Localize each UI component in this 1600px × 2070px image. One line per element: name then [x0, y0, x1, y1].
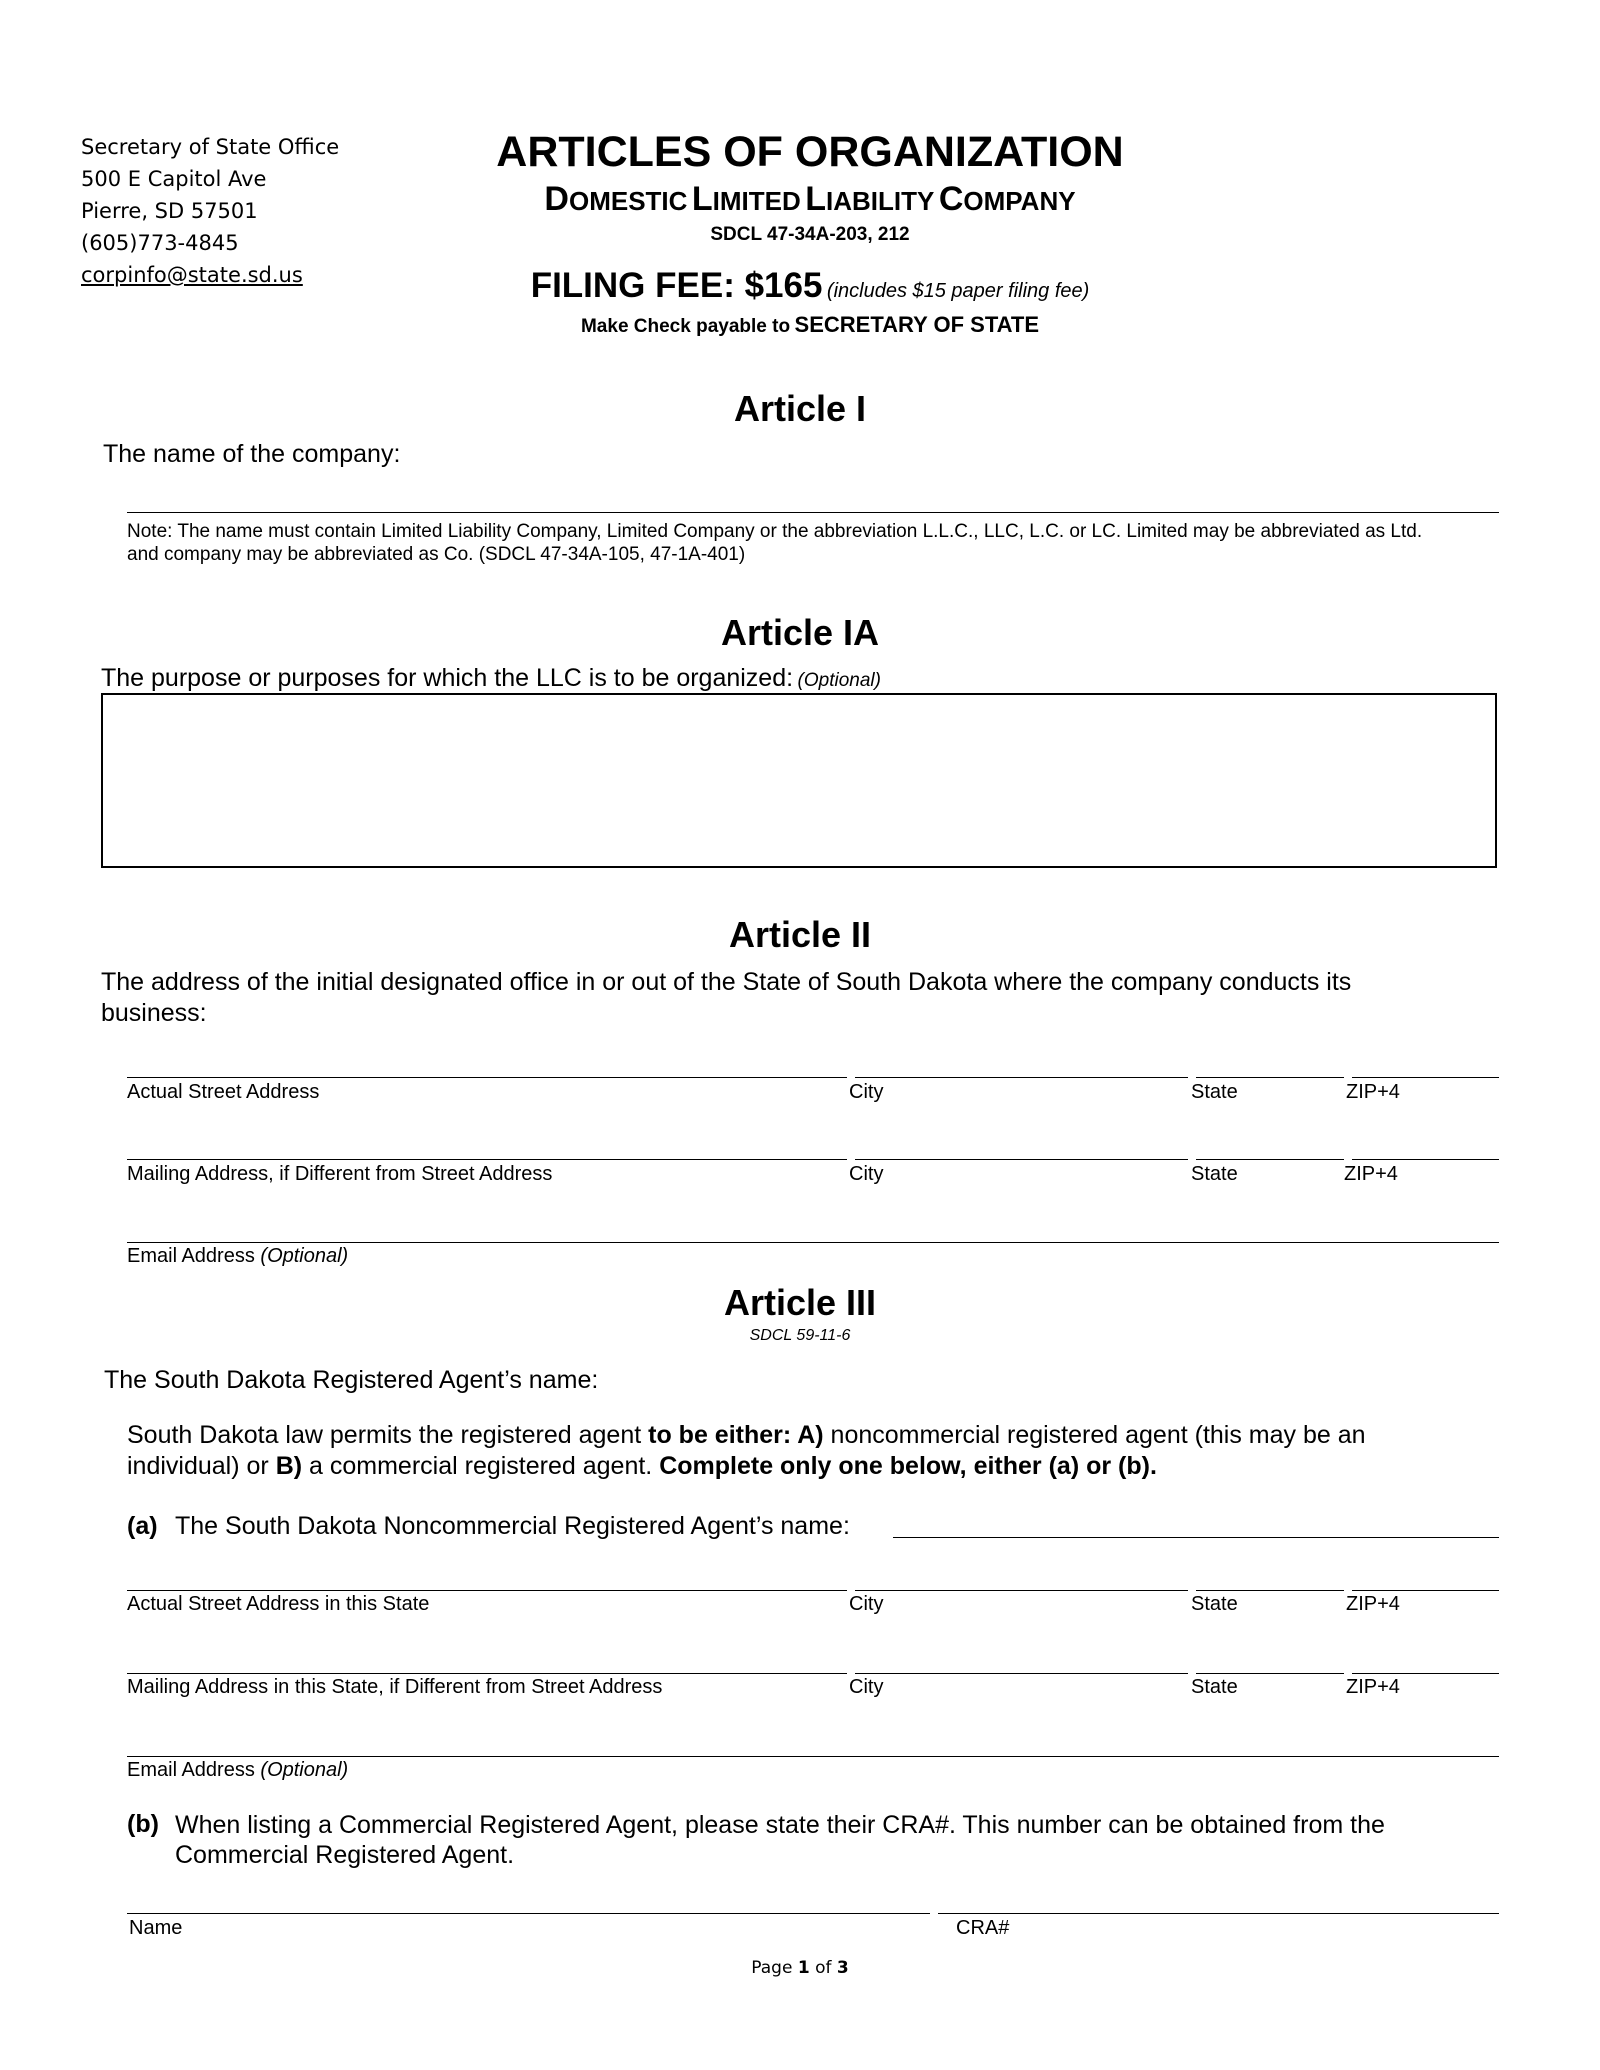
filing-fee-note: (includes $15 paper filing fee)	[826, 280, 1090, 302]
cra-number-field[interactable]	[938, 1913, 1499, 1914]
filing-fee	[440, 266, 1180, 306]
mailing-state-field[interactable]	[1196, 1159, 1344, 1160]
article-1a-heading: Article IA	[720, 612, 880, 653]
mailing-address-field[interactable]	[127, 1159, 847, 1160]
agent-state-field[interactable]	[1196, 1590, 1344, 1591]
agent-zip-field[interactable]	[1352, 1590, 1499, 1591]
office-contact	[81, 131, 339, 291]
office-email-link[interactable]: corpinfo@state.sd.us	[81, 263, 303, 287]
option-a-marker: (a)	[127, 1512, 158, 1540]
agent-mailing-zip-label: ZIP+4	[1346, 1676, 1400, 1698]
article-2-heading: Article II	[728, 914, 872, 955]
mailing-address-label: Mailing Address, if Different from Street Address	[127, 1163, 553, 1185]
article-3-heading: Article III	[723, 1282, 877, 1323]
agent-street-address-label: Actual Street Address in this State	[127, 1593, 430, 1615]
zip-field[interactable]	[1352, 1077, 1499, 1078]
noncommercial-agent-name-field[interactable]	[893, 1537, 1499, 1538]
city-field[interactable]	[855, 1077, 1188, 1078]
filing-fee-label: FILING FEE: $165	[530, 266, 823, 305]
form-statute: SDCL 47-34A-203, 212	[710, 224, 910, 245]
agent-mailing-city-field[interactable]	[855, 1673, 1188, 1674]
agent-mailing-state-label: State	[1191, 1676, 1238, 1698]
office-city: Pierre, SD 57501	[81, 199, 258, 223]
email-label: Email Address (Optional)	[127, 1245, 349, 1267]
agent-mailing-zip-field[interactable]	[1352, 1673, 1499, 1674]
mailing-city-label: City	[849, 1163, 884, 1185]
email-field[interactable]	[127, 1242, 1499, 1243]
mailing-zip-label: ZIP+4	[1344, 1163, 1398, 1185]
office-street: 500 E Capitol Ave	[81, 167, 267, 191]
article-3-statute: SDCL 59-11-6	[749, 1327, 851, 1344]
purpose-prompt: The purpose or purposes for which the LLC is to be organized: (Optional)	[101, 664, 881, 692]
company-name-note: Note: The name must contain Limited Liability Company, Limited Company or the abbreviation L.L.C., LLC, L.C. or LC. Limited may be abbreviated as Ltd. and company may be abbreviated as Co. (SDCL 47-34A-105, 47-1A-401)	[127, 521, 1423, 565]
office-phone: (605)773-4845	[81, 231, 239, 255]
mailing-city-field[interactable]	[855, 1159, 1188, 1160]
state-field[interactable]	[1196, 1077, 1344, 1078]
cra-number-label: CRA#	[956, 1917, 1010, 1939]
agent-city-field[interactable]	[855, 1590, 1188, 1591]
commercial-agent-name-field[interactable]	[127, 1913, 930, 1914]
check-payable: Make Check payable to SECRETARY OF STATE	[580, 312, 1039, 337]
purpose-textbox[interactable]	[101, 693, 1497, 868]
commercial-agent-name-label: Name	[129, 1917, 183, 1939]
agent-zip-label: ZIP+4	[1346, 1593, 1400, 1615]
article-1-heading: Article I	[733, 388, 867, 429]
agent-street-address-field[interactable]	[127, 1590, 847, 1591]
agent-email-field[interactable]	[127, 1756, 1499, 1757]
agent-state-label: State	[1191, 1593, 1238, 1615]
agent-city-label: City	[849, 1593, 884, 1615]
company-name-prompt: The name of the company:	[103, 440, 401, 468]
agent-mailing-address-field[interactable]	[127, 1673, 847, 1674]
option-a-text: The South Dakota Noncommercial Registered Agent’s name:	[175, 1512, 850, 1540]
city-label: City	[849, 1081, 884, 1103]
office-address-prompt: The address of the initial designated office in or out of the State of South Dakota where the company conducts its business:	[101, 968, 1352, 1027]
state-label: State	[1191, 1081, 1238, 1103]
registered-agent-law: South Dakota law permits the registered agent to be either: A) noncommercial registered agent (this may be an individual) or B) a commercial registered agent. Complete only one below, either (a) or (b).	[127, 1421, 1366, 1480]
street-address-field[interactable]	[127, 1077, 847, 1078]
page-number: Page 1 of 3	[751, 1958, 849, 1978]
option-b-text: When listing a Commercial Registered Agent, please state their CRA#. This number can be obtained from the Commercial Registered Agent.	[175, 1811, 1385, 1869]
company-name-field[interactable]	[127, 512, 1499, 513]
office-name: Secretary of State Office	[81, 135, 340, 159]
form-title: ARTICLES OF ORGANIZATION	[496, 128, 1124, 176]
form-subtitle: DOMESTIC LIMITED LIABILITY COMPANY	[544, 180, 1076, 218]
agent-mailing-state-field[interactable]	[1196, 1673, 1344, 1674]
zip-label: ZIP+4	[1346, 1081, 1400, 1103]
agent-mailing-address-label: Mailing Address in this State, if Different from Street Address	[127, 1676, 663, 1698]
mailing-state-label: State	[1191, 1163, 1238, 1185]
agent-mailing-city-label: City	[849, 1676, 884, 1698]
option-b-marker: (b)	[127, 1810, 159, 1838]
registered-agent-prompt: The South Dakota Registered Agent’s name:	[104, 1366, 599, 1394]
mailing-zip-field[interactable]	[1352, 1159, 1499, 1160]
street-address-label: Actual Street Address	[127, 1081, 320, 1103]
agent-email-label: Email Address (Optional)	[127, 1759, 349, 1781]
